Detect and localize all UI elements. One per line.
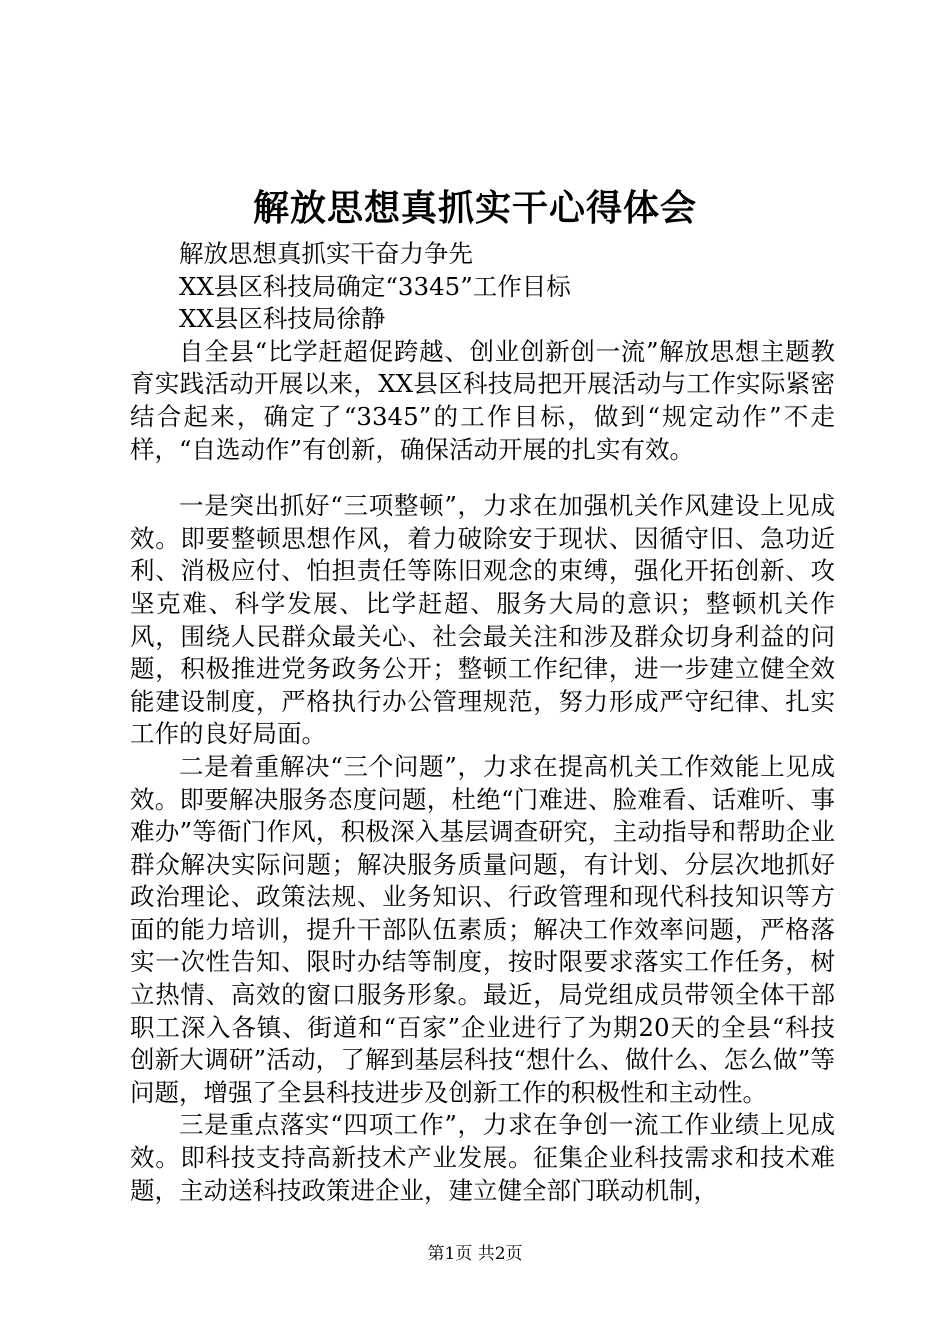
subtitle-line: 解放思想真抓实干奋力争先 xyxy=(179,239,473,268)
body-paragraph: 三是重点落实“四项工作”，力求在争创一流工作业绩上见成效。即科技支持高新技术产业发展。征集企业科技需求和技术难题，主动送科技政策进企业，建立健全部门联动机制， xyxy=(130,1110,835,1205)
subtitle-line: XX县区科技局确定“3345”工作目标 xyxy=(179,271,571,301)
body-paragraph: 二是着重解决“三个问题”，力求在提高机关工作效能上见成效。即要解决服务态度问题，杜绝“门难进、脸难看、话难听、事难办”等衙门作风，积极深入基层调查研究，主动指导和帮助企业群众解决实际问题；解决服务质量问题，有计划、分层次地抓好政治理论、政策法规、业务知识、行政管理和现代科技知识等方面的能力培训，提升干部队伍素质；解决工作效率问题，严格落实一次性告知、限时办结等制度，按时限要求落实工作任务，树立热情、高效的窗口服务形象。最近，局党组成员带领全体干部职工深入各镇、街道和“百家”企业进行了为期20天的全县“科技创新大调研”活动，了解到基层科技“想什么、做什么、怎么做”等问题，增强了全县科技进步及创新工作的积极性和主动性。 xyxy=(130,751,835,1107)
document-body xyxy=(130,238,835,1207)
body-paragraph: 一是突出抓好“三项整顿”，力求在加强机关作风建设上见成效。即要整顿思想作风，着力破除安于现状、因循守旧、急功近利、消极应付、怕担责任等陈旧观念的束缚，强化开拓创新、攻坚克难、科学发展、比学赶超、服务大局的意识；整顿机关作风，围绕人民群众最关心、社会最关注和涉及群众切身利益的问题，积极推进党务政务公开；整顿工作纪律，进一步建立健全效能建设制度，严格执行办公管理规范，努力形成严守纪律、扎实工作的良好局面。 xyxy=(130,491,835,749)
page-footer: 第1页 共2页 xyxy=(427,1244,523,1264)
subtitle-line: XX县区科技局徐静 xyxy=(179,304,386,334)
paragraph-spacer xyxy=(130,466,835,490)
body-paragraph: 自全县“比学赶超促跨越、创业创新创一流”解放思想主题教育实践活动开展以来，XX县区科技局把开展活动与工作实际紧密结合起来，确定了“3345”的工作目标，做到“规定动作”不走样，“自选动作”有创新，确保活动开展的扎实有效。 xyxy=(130,336,835,464)
document-title: 解放思想真抓实干心得体会 xyxy=(252,187,697,229)
